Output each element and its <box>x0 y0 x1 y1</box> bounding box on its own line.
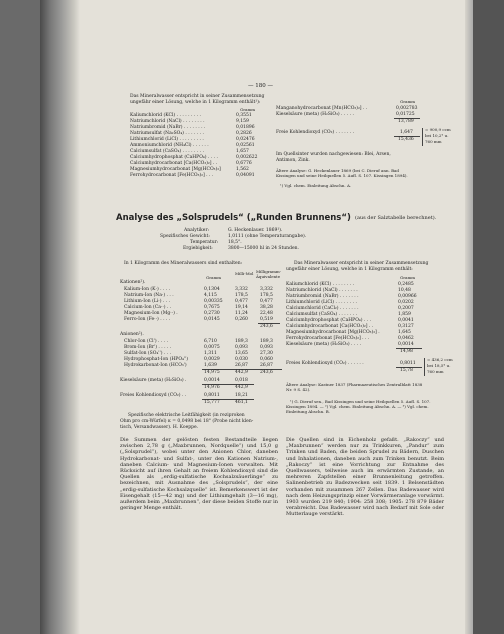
meta-key: Analytiker: <box>184 228 210 233</box>
book-gutter <box>40 0 80 634</box>
top-left-intro-2: ungefähr einer Lösung, welche in 1 Kilogramm enthält¹): <box>130 100 261 105</box>
co2-label: Freie Kohlendioxyd (CO₂) . . . . . . . <box>276 130 355 135</box>
leitf-3: tisch, Versandwasser). H. Koeppe. <box>120 425 199 430</box>
ion-name: Lithium-Ion (Li·) . . . <box>124 299 171 304</box>
section-title: Analyse des „Solsprudels“ („Runden Brunnens“) <box>116 213 351 223</box>
salt-intro-1: Das Mineralwasser entspricht in seiner Zusammensetzung <box>294 261 429 266</box>
salt-row-value: 0,01896 <box>236 125 255 130</box>
ion-mm: 13,65 <box>235 351 248 356</box>
co2-g: 0,8011 <box>204 393 220 398</box>
ion-g: 0,0075 <box>204 345 220 350</box>
leitf-2: Ohm pro cm-Würfel) κ = 0,0498 bei 18° (Probe nicht klen- <box>120 419 254 424</box>
ion-mm: 0,477 <box>235 299 248 304</box>
salt-row-name: Calciumhydrophosphat (CaHPO₄) . . . <box>286 318 372 323</box>
anionen-sum-g: 14,975 <box>204 370 220 375</box>
ion-eq: 0,060 <box>260 357 273 362</box>
salt-row-name: Manganohydrocarbonat [Mn(HCO₃)₂] . . <box>276 106 368 111</box>
co2-brace-1: = 900,9 ccm <box>425 127 451 132</box>
salt-row-value: 0,00966 <box>398 294 417 299</box>
ion-head-gramm: Gramm <box>206 275 222 280</box>
salt-row-name: Magnesiumhydrocarbonat [Mg(HCO₃)₂] . <box>286 330 380 335</box>
ion-eq: 22,48 <box>260 311 273 316</box>
salt-row-value: 0,0202 <box>398 300 414 305</box>
salt-co2-total: 15,78 <box>400 368 413 373</box>
older-analysis-2: Kissingen und seine Heilquellen 5. Aufl. S. 107. Kissingen 1894). <box>276 173 408 178</box>
salt-older-analysis-1: Ältere Analyse: Kastner 1837 (Pharmazeutisches Zentralblatt 1838 <box>286 382 423 387</box>
salt-sum: 14,98 <box>400 349 413 354</box>
salt-row-name: Kaliumchlorid (KCl) . . . . . . . . <box>286 282 355 287</box>
sum3-g: 15,777 <box>204 400 220 405</box>
salt-row-name: Ferrohydrocarbonat [Fe(HCO₃)₂] . . . <box>130 173 214 178</box>
salt-row-value: 0,002783 <box>396 106 418 111</box>
ion-name: Brom-Ion (Br') . . . . . <box>124 345 172 350</box>
section-subtitle: (aus der Salztabelle berechnet). <box>355 215 437 221</box>
salt-row-value: 0,002622 <box>236 155 258 160</box>
ion-eq: 178,5 <box>260 293 273 298</box>
salt-row-value: 0,02561 <box>236 143 255 148</box>
brace <box>424 358 425 376</box>
kationen-label: Kationen²). <box>120 280 146 285</box>
salt-row-value: 0,2007 <box>398 306 414 311</box>
ion-mm: 11,24 <box>235 311 248 316</box>
ion-name: Natrium-Ion (Na·) . . . <box>124 293 174 298</box>
ion-name: Hydrophosphat-Ion (HPO₄'') <box>124 357 189 362</box>
leitf-1: Spezifische elektrische Leitfähigkeit (in reziproken <box>128 413 245 418</box>
salt-co2-brace-3: 760 mm <box>427 369 444 374</box>
salt-col-head: Gramm <box>400 275 416 280</box>
quellsinter-2: Antimon, Zink. <box>276 158 310 163</box>
ion-eq: 0,093 <box>260 345 273 350</box>
salt-row-value: 0,3127 <box>398 324 414 329</box>
ion-g: 0,00335 <box>204 299 223 304</box>
kiesel-mm: 0,018 <box>235 378 248 383</box>
dark-background-left <box>0 0 40 634</box>
meta-key: Temperatur: <box>190 240 219 245</box>
kiesel-g: 0,0014 <box>204 378 220 383</box>
ion-eq: 0,477 <box>260 299 273 304</box>
top-right-col-head: Gramm <box>400 99 416 104</box>
meta-key: Spezifisches Gewicht: <box>160 234 210 239</box>
salt-row-name: Natriumbromid (NaBr) . . . . . . . . <box>130 125 206 130</box>
salt-row-name: Calciumhydrophosphat (CaHPO₄) . . . . <box>130 155 218 160</box>
salt-row-value: 0,0014 <box>398 342 414 347</box>
salt-row-value: 9,159 <box>236 119 249 124</box>
salt-row-name: Calciumchlorid (CaCl₂) . . . . . . . <box>286 306 359 311</box>
salt-row-name: Magnesiumhydrocarbonat [Mg(HCO₃)₂] <box>130 167 221 172</box>
top-left-col-head: Gramm <box>240 107 256 112</box>
ion-mm: 19,14 <box>235 305 248 310</box>
salt-row-value: 0,2485 <box>398 282 414 287</box>
ion-name: Kalium-Ion (K·) . . . . <box>124 287 171 292</box>
salt-footnote-1: ¹) G. Dieruf sen., Bad Kissingen und seine Heilquellen 5. Aufl. S. 107. <box>290 399 431 404</box>
salt-row-value: 0,04091 <box>236 173 255 178</box>
co2-mm: 18,21 <box>235 393 248 398</box>
meta-key: Ergiebigkeit: <box>183 246 213 251</box>
salt-row-name: Calciumhydrocarbonat [Ca(HCO₃)₂] . . <box>286 324 374 329</box>
salt-co2-value: 0,8011 <box>400 361 416 366</box>
salt-intro-2: ungefähr einer Lösung, welche in 1 Kilogramm enthält: <box>286 267 413 272</box>
salt-row-name: Kaliumchlorid (KCl) . . . . . . . . . <box>130 113 201 118</box>
ion-g: 0,1304 <box>204 287 220 292</box>
ion-g: 0,0145 <box>204 317 220 322</box>
ion-eq: 26,87 <box>260 363 273 368</box>
ion-g: 0,2730 <box>204 311 220 316</box>
kiesel-name: Kieselsäure (meta) (H₂SiO₃) . <box>120 378 187 383</box>
co2-name: Freies Kohlendioxyd (CO₂) . . <box>120 393 187 398</box>
salt-footnote-3: Einleitung Abschn. B. <box>286 409 330 414</box>
salt-row-value: 1,657 <box>236 149 249 154</box>
salt-row-value: 0,0041 <box>398 318 414 323</box>
co2-brace-2: bei 10,2° u. <box>425 133 449 138</box>
quellsinter-1: Im Quellsinter wurden nachgewiesen: Blei, Arsen, <box>276 152 391 157</box>
ion-eq: 3,332 <box>260 287 273 292</box>
anionen-sum-mm: 442,9 <box>235 370 248 375</box>
salt-row-name: Natriumchlorid (NaCl) . . . . . . . . <box>130 119 205 124</box>
sum2-mm: 442,9 <box>235 385 248 390</box>
ion-mm: 0,260 <box>235 317 248 322</box>
salt-row-value: 0,6776 <box>236 161 252 166</box>
ion-eq: 189,3 <box>260 339 273 344</box>
salt-row-name: Calciumsulfat (CaSO₄) . . . . . . . . <box>130 149 205 154</box>
ion-mm: 178,5 <box>235 293 248 298</box>
ion-head-millimol: Milli-Mol <box>235 271 254 276</box>
ion-g: 6,710 <box>204 339 217 344</box>
ion-g: 1,311 <box>204 351 217 356</box>
ion-name: Ferro-Ion (Fe··) . . . . <box>124 317 171 322</box>
ion-mm: 3,332 <box>235 287 248 292</box>
salt-row-name: Ferrohydrocarbonat [Fe(HCO₃)₂] . . . <box>286 336 370 341</box>
co2-value: 1,647 <box>400 130 413 135</box>
meta-value: 1,0111 (ohne Temperaturangabe). <box>228 234 307 239</box>
salt-row-name: Ammoniumchlorid (NH₄Cl) . . . . . . <box>130 143 209 148</box>
co2-total: 15,436 <box>398 137 414 142</box>
meta-value: 3800—15000 hl in 24 Stunden. <box>228 246 299 251</box>
salt-row-value: 0,02476 <box>236 137 255 142</box>
ion-eq: 27,30 <box>260 351 273 356</box>
ion-mm: 26,87 <box>235 363 248 368</box>
ion-name: Calcium-Ion (Ca··) . . <box>124 305 172 310</box>
sum2-g: 14,976 <box>204 385 220 390</box>
meta-value: 18,5°. <box>228 240 242 245</box>
salt-sum: 13,789 <box>398 119 414 124</box>
salt-row-name: Lithiumchlorid (LiCl) . . . . . . . . <box>286 300 357 305</box>
salt-row-value: 1,645 <box>398 330 411 335</box>
older-analysis-1: Ältere Analyse: G. Heckenlauer 1869 (bei C. Dieruf ann. Bad <box>276 168 399 173</box>
ion-eq: 38,28 <box>260 305 273 310</box>
meta-value: G. Heckenlauer. 1869¹). <box>228 228 283 233</box>
salt-row-name: Natriumsulfat (Na₂SO₄) . . . . . . . <box>130 131 204 136</box>
kationen-sum: 243,6 <box>260 324 273 329</box>
ion-g: 1,639 <box>204 363 217 368</box>
salt-row-name: Calciumhydrocarbonat [Ca(HCO₃)₂] . . <box>130 161 218 166</box>
ion-g: 0,7675 <box>204 305 220 310</box>
brace <box>422 128 423 146</box>
salt-footnote-2: Kissingen 1894. — ²) Vgl. chem. Einleitung Abschn. A. — ³) Vgl. chem. <box>286 404 429 409</box>
salt-row-name: Calciumsulfat (CaSO₄) . . . . . . . <box>286 312 358 317</box>
ion-table-intro: In 1 Kilogramm des Mineralwassers sind enthalten: <box>124 261 243 266</box>
ion-name: Chlor-Ion (Cl') . . . . <box>124 339 169 344</box>
book-page <box>80 0 465 634</box>
salt-row-name: Kieselsäure (meta) (H₂SiO₃) . . . . <box>286 342 362 347</box>
salt-row-value: 0,3551 <box>236 113 252 118</box>
ion-name: Magnesium-Ion (Mg··) . <box>124 311 178 316</box>
salt-row-value: 0,0462 <box>398 336 414 341</box>
ion-mm: 189,3 <box>235 339 248 344</box>
salt-row-name: Natriumchlorid (NaCl) . . . . . . . <box>286 288 358 293</box>
co2-brace-3: 760 mm <box>425 139 442 144</box>
ion-name: Sulfat-Ion (SO₄'') . . . <box>124 351 172 356</box>
salt-co2-brace-2: bei 18,5° u. <box>427 363 451 368</box>
ion-g: 0,0029 <box>204 357 220 362</box>
top-left-intro-1: Das Mineralwasser entspricht in seiner Zusammensetzung <box>130 94 265 99</box>
salt-row-name: Natriumbromid (NaBr) . . . . . . . <box>286 294 359 299</box>
ion-mm: 0,030 <box>235 357 248 362</box>
ion-g: 4,115 <box>204 293 217 298</box>
salt-older-analysis-2: Nr. 9 S. 42). <box>286 387 311 392</box>
salt-row-value: 10,48 <box>398 288 411 293</box>
page-edge <box>465 0 473 634</box>
body-paragraph-right: Die Quellen sind in Eichenholz gefaßt. „Rakoczy“ und „Maxbrunnen“ werden nur zu Trinkkuren, „Pandur“ zum Trinken und Baden, die beiden Sprudel zu Bädern, Duschen und Inhalationen, daneben auch zum Trinken benutzt. Beim „Rakoczy“ ist eine Vorrichtung zur Entnahme des Quellwassers, teilweise auch im erwärmten Zustande, an mehreren Zapfstellen einer Brunnenleitung getroffen. Salinenbetrieb zu Badezwecken seit 1839. 1 Belsenstädten vorhanden mit zusammen 267 Zellen. Das Badewasser wird nach dem Heizungsprinzip einer Vorwärmeranlage vorwärmt. 1903 wurden 219 840; 1904: 258 308; 1905: 278 879 Bäder verabreicht. Das Badewasser wird nach Bedarf mit Sole oder Mutterlauge verstärkt. <box>286 437 444 518</box>
anionen-sum-eq: 243,6 <box>260 370 273 375</box>
salt-co2-brace-1: = 436,2 ccm <box>427 357 453 362</box>
anionen-label: Anionen²). <box>120 332 144 337</box>
page-number: — 180 — <box>248 83 273 89</box>
ion-name: Hydrokarbonat-Ion (HCO₃') <box>124 363 187 368</box>
body-paragraph-left: Die Summen der gelösten festen Bestandteile liegen zwischen 2,78 g („Maxbrunnen, Nordquelle“) und 15,0 g („Solsprudel“), wobei unter den Anionen Chlor, daneben Hydrokarbonat- und Sulfat-, unter den Kationen Natrium-, daneben Calcium- und Magnesium-Ionen vorwalten. Mit Rücksicht auf ihren Gehalt an freiem Kohlendioxyd sind die Quellen als „erdig-sulfatische Kochsalzsäuerlinge“ zu bezeichnen, mit Ausnahme des „Solsprudels“, der eine „erdig-sulfatische Kochsalzquelle“ ist. Bemerkenswert ist der Eisengehalt (15—42 mg) und der Lithiumgehalt (3—16 mg), außerdem beim „Maxbrunnen“, der diese beiden Stoffe nur in geringer Menge enthält. <box>120 437 278 512</box>
salt-row-value: 1,562 <box>236 167 249 172</box>
footnote: ¹) Vgl. chem. Einleitung Abschn. A. <box>280 183 352 188</box>
salt-co2-label: Freies Kohlendioxyd (CO₂) . . . . . . <box>286 361 364 366</box>
sum3-mm: 461,1 <box>235 400 248 405</box>
ion-eq: 0,519 <box>260 317 273 322</box>
salt-row-value: 0,01725 <box>396 112 415 117</box>
salt-row-name: Kieselsäure (meta) (H₂SiO₃) . . . . . <box>276 112 354 117</box>
ion-mm: 0,093 <box>235 345 248 350</box>
salt-row-value: 0,2826 <box>236 131 252 136</box>
salt-row-name: Lithiumchlorid (LiCl) . . . . . . . . . <box>130 137 204 142</box>
salt-row-value: 1,859 <box>398 312 411 317</box>
ion-head-aequivalente: Milligramm-Äquivalente <box>256 269 282 279</box>
